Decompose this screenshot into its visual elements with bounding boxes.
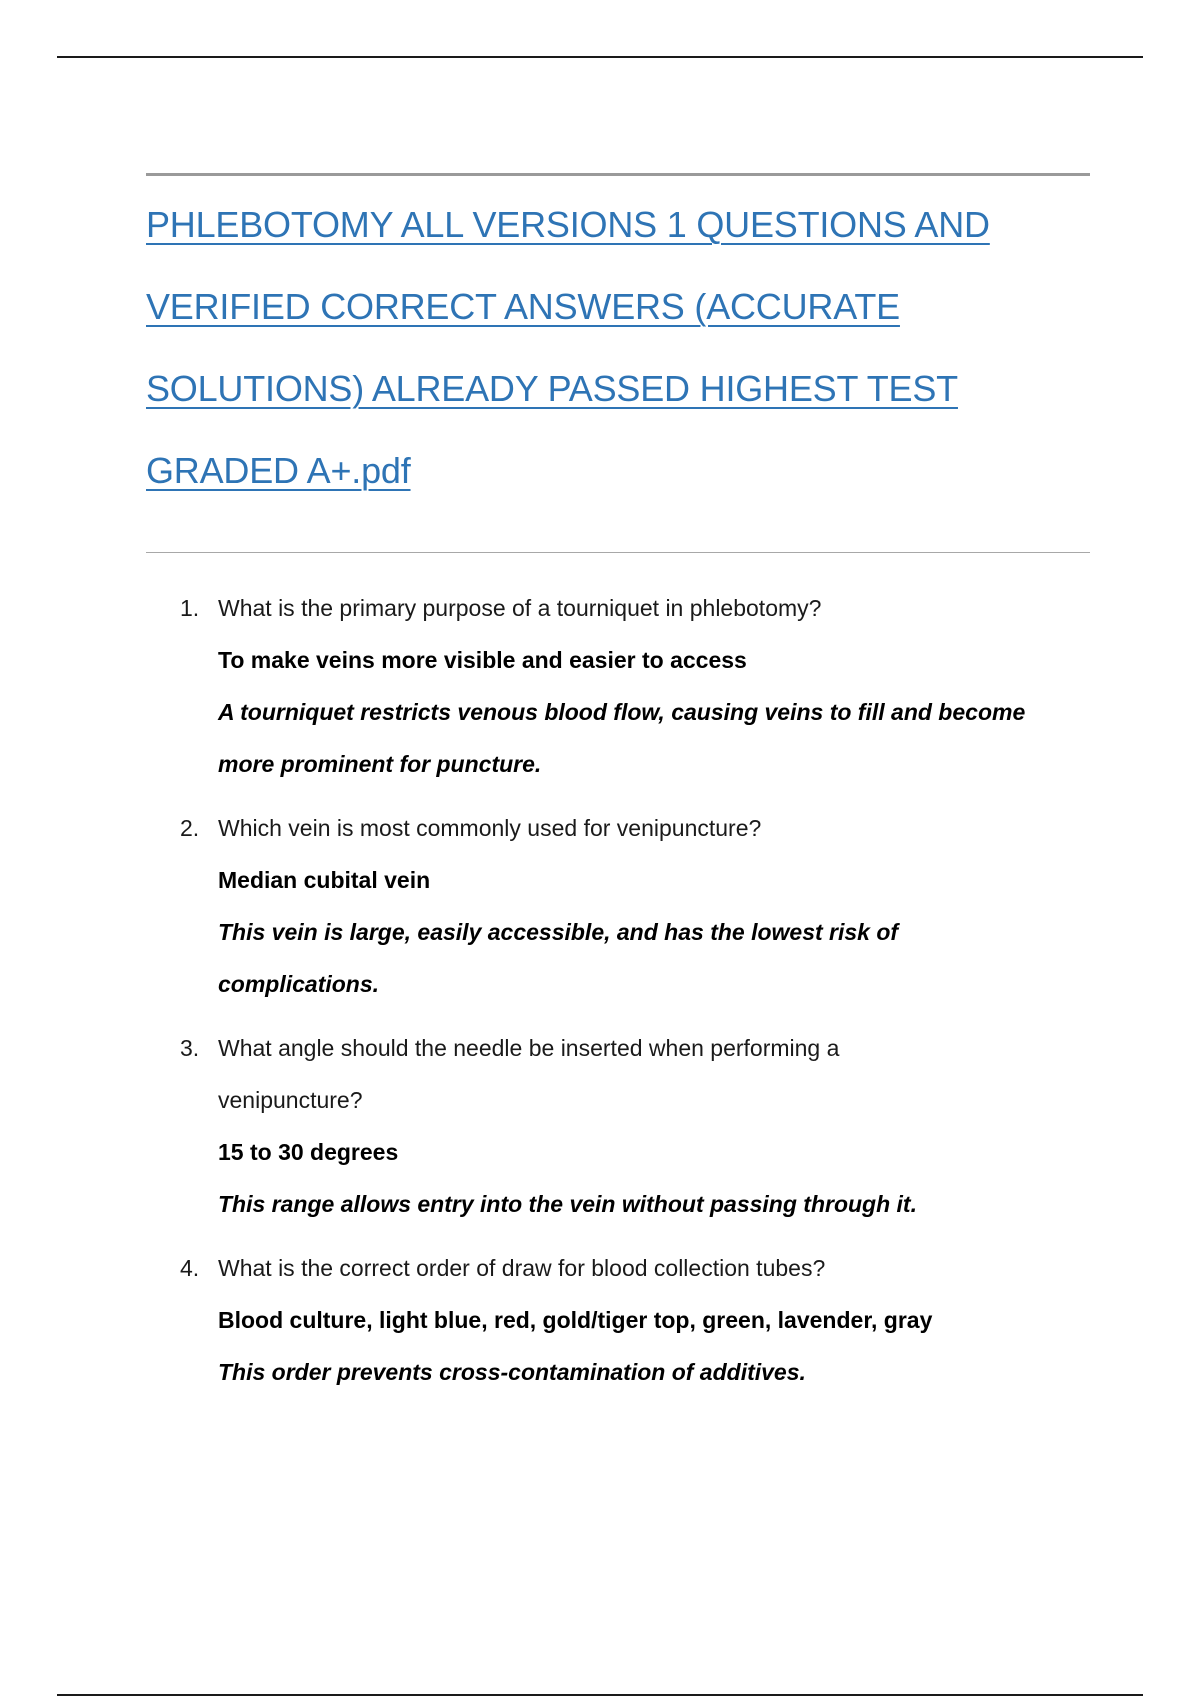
question-number: 4. <box>180 1255 200 1281</box>
question-number: 2. <box>180 815 200 841</box>
question-item <box>180 582 1080 790</box>
question-item <box>180 802 1080 1010</box>
explanation-text: more prominent for puncture. <box>218 751 542 777</box>
question-item <box>180 1022 1080 1230</box>
question-number: 3. <box>180 1035 200 1061</box>
question-list <box>180 582 1080 1410</box>
answer-text: Blood culture, light blue, red, gold/tiger top, green, lavender, gray <box>218 1307 933 1333</box>
answer-text: Median cubital vein <box>218 867 431 893</box>
document-title-link[interactable] <box>146 190 1090 518</box>
explanation-text: A tourniquet restricts venous blood flow, causing veins to fill and become <box>218 699 1026 725</box>
explanation-text: This order prevents cross-contamination of additives. <box>218 1359 806 1385</box>
title-line[interactable]: SOLUTIONS) ALREADY PASSED HIGHEST TEST <box>146 368 958 409</box>
explanation-text: complications. <box>218 971 380 997</box>
answer-text: To make veins more visible and easier to access <box>218 647 747 673</box>
question-text: What angle should the needle be inserted when performing a <box>218 1035 840 1061</box>
title-bottom-divider <box>146 552 1090 553</box>
page-bottom-rule <box>57 1694 1143 1696</box>
question-text: What is the correct order of draw for blood collection tubes? <box>218 1255 826 1281</box>
title-top-divider <box>146 173 1090 176</box>
title-line[interactable]: PHLEBOTOMY ALL VERSIONS 1 QUESTIONS AND <box>146 204 990 245</box>
title-line[interactable]: GRADED A+.pdf <box>146 450 411 491</box>
question-item <box>180 1242 1080 1398</box>
question-text: Which vein is most commonly used for venipuncture? <box>218 815 762 841</box>
page-top-rule <box>57 56 1143 58</box>
explanation-text: This vein is large, easily accessible, and has the lowest risk of <box>218 919 899 945</box>
question-text: What is the primary purpose of a tourniquet in phlebotomy? <box>218 595 822 621</box>
question-number: 1. <box>180 595 200 621</box>
answer-text: 15 to 30 degrees <box>218 1139 399 1165</box>
explanation-text: This range allows entry into the vein without passing through it. <box>218 1191 917 1217</box>
title-line[interactable]: VERIFIED CORRECT ANSWERS (ACCURATE <box>146 286 900 327</box>
question-text: venipuncture? <box>218 1087 363 1113</box>
